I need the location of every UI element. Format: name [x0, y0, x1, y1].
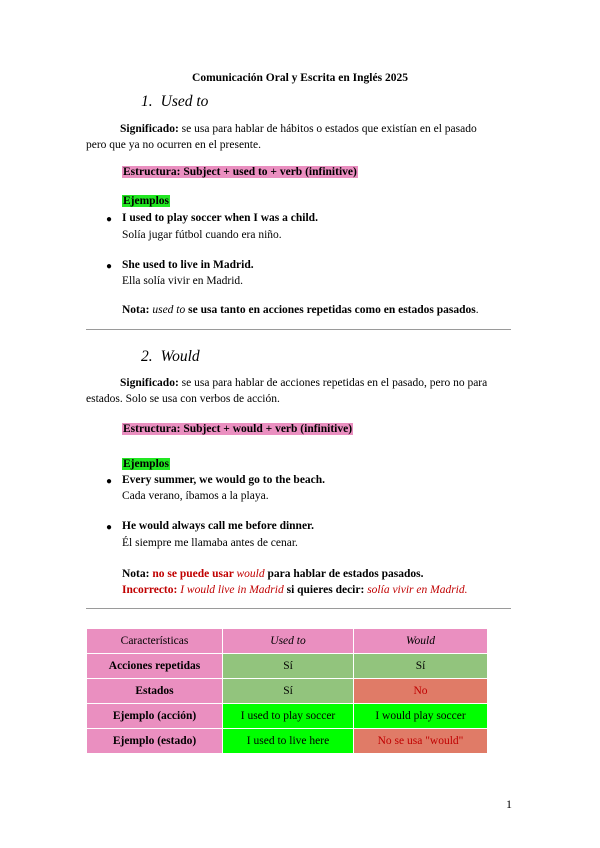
cell-used-to: I used to live here	[223, 729, 354, 754]
page-number: 1	[506, 797, 512, 811]
cell-would: Sí	[354, 654, 488, 679]
example-english: She used to live in Madrid.	[122, 259, 254, 271]
structure-formula: Estructura: Subject + used to + verb (infinitive)	[123, 166, 357, 178]
meaning-paragraph	[86, 375, 516, 407]
header-used-to: Used to	[223, 629, 354, 654]
examples-label: Ejemplos	[123, 195, 169, 207]
meaning-text-cont: estados. Solo se usa con verbos de acción.	[86, 393, 280, 405]
example-english: I used to play soccer when I was a child.	[122, 212, 318, 224]
bullet-icon: ●	[106, 522, 113, 533]
example-spanish: Ella solía vivir en Madrid.	[122, 275, 244, 287]
document-title: Comunicación Oral y Escrita en Inglés 2025	[192, 72, 408, 84]
section-heading-would	[141, 348, 200, 366]
incorrect-mid: si quieres decir:	[283, 584, 365, 596]
bullet-icon: ●	[106, 261, 113, 272]
table-row	[87, 704, 488, 729]
cell-used-to: I used to play soccer	[223, 704, 354, 729]
row-label: Ejemplo (estado)	[87, 729, 223, 754]
cell-used-to: Sí	[223, 679, 354, 704]
meaning-paragraph	[86, 121, 516, 153]
example-spanish: Cada verano, íbamos a la playa.	[122, 490, 269, 502]
note-text: se usa tanto en acciones repetidas como en estados pasados	[185, 304, 476, 316]
section-heading-used-to	[141, 93, 208, 111]
note-label: Nota:	[122, 304, 150, 316]
section-number: 1.	[141, 93, 153, 110]
incorrect-meaning: solía vivir en Madrid.	[364, 584, 468, 596]
cell-used-to: Sí	[223, 654, 354, 679]
section-title: Would	[160, 348, 200, 365]
meaning-text-cont: pero que ya no ocurren en el presente.	[86, 139, 261, 151]
meaning-label: Significado:	[120, 123, 179, 135]
header-features: Características	[87, 629, 223, 654]
section-number: 2.	[141, 348, 153, 365]
example-english: Every summer, we would go to the beach.	[122, 474, 326, 486]
row-label: Estados	[87, 679, 223, 704]
row-label: Acciones repetidas	[87, 654, 223, 679]
header-would: Would	[354, 629, 488, 654]
incorrect-example: I would live in Madrid	[177, 584, 284, 596]
table-row	[87, 654, 488, 679]
note-period: .	[475, 304, 479, 316]
divider	[86, 608, 511, 609]
table-header-row	[87, 629, 488, 654]
comparison-table	[86, 628, 488, 754]
incorrect-note	[122, 584, 468, 596]
table-row	[87, 679, 488, 704]
incorrect-label: Incorrecto:	[122, 584, 178, 596]
note	[122, 304, 479, 316]
examples-label: Ejemplos	[123, 458, 169, 470]
note-text: para hablar de estados pasados.	[264, 568, 424, 580]
note	[122, 568, 424, 580]
divider	[86, 329, 511, 330]
bullet-icon: ●	[106, 214, 113, 225]
bullet-icon: ●	[106, 476, 113, 487]
table-row	[87, 729, 488, 754]
note-warning-italic: would	[236, 568, 265, 580]
meaning-label: Significado:	[120, 377, 179, 389]
cell-would: I would play soccer	[354, 704, 488, 729]
note-italic: used to	[152, 304, 186, 316]
example-spanish: Solía jugar fútbol cuando era niño.	[122, 229, 282, 241]
cell-would: No se usa "would"	[354, 729, 488, 754]
section-title: Used to	[160, 93, 209, 110]
note-label: Nota:	[122, 568, 150, 580]
example-english: He would always call me before dinner.	[122, 520, 314, 532]
structure-formula: Estructura: Subject + would + verb (infinitive)	[123, 423, 353, 435]
meaning-text: se usa para hablar de acciones repetidas en el pasado, pero no para	[178, 377, 488, 389]
cell-would: No	[354, 679, 488, 704]
row-label: Ejemplo (acción)	[87, 704, 223, 729]
note-warning: no se puede usar	[149, 568, 237, 580]
example-spanish: Él siempre me llamaba antes de cenar.	[122, 537, 298, 549]
meaning-text: se usa para hablar de hábitos o estados que existían en el pasado	[178, 123, 477, 135]
